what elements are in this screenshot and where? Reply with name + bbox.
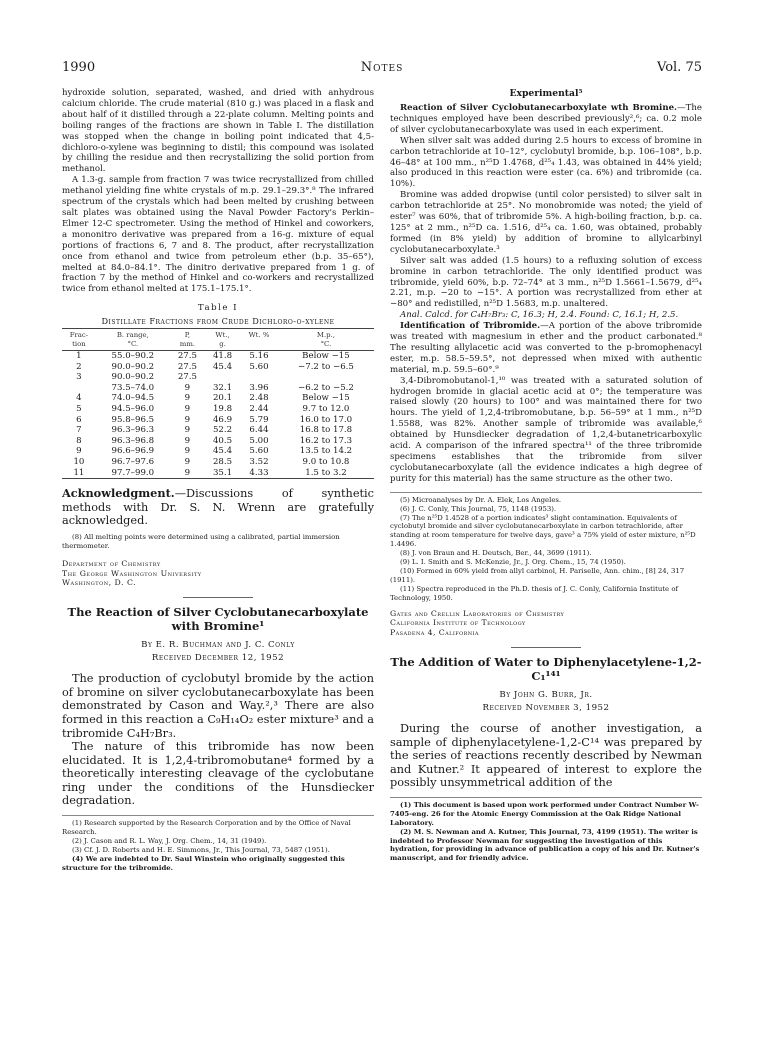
- table-cell: 5.60: [249, 361, 269, 372]
- footnote: (8) J. von Braun and H. Deutsch, Ber., 44, 3699 (1911).: [400, 549, 592, 558]
- analysis: Anal. Calcd. for C₄H₇Br₃: C, 16.3; H, 2.4. Found: C, 16.1; H, 2.5.: [400, 310, 679, 321]
- footnote: (7) The n²⁵D 1.4528 of a portion indicates³ slight contamination. Equivalents of cyclobutyl bromide and silver cyclobutanecarboxylate in carbon tetrachloride, after standing at room temperature for twelve days, gave³ a 75% yield of ester mixture, n²⁵D 1.4496.: [390, 513, 696, 549]
- table-cell: 52.2: [212, 425, 233, 436]
- right-column: [390, 88, 702, 863]
- table-subtitle: Distillate Fractions from Crude Dichloro-o-xylene: [101, 316, 335, 327]
- subsection-text: —The techniques employed have been described previously²,⁶; ca. 0.2 mole of silver cyclobutanecarboxylate was used in each experiment.: [390, 103, 702, 135]
- table-cell: 16.0 to 17.0: [299, 414, 353, 425]
- dept-line: The George Washington University: [62, 568, 202, 578]
- footnote: (2) J. Cason and R. L. Way, J. Org. Chem., 14, 31 (1949).: [72, 836, 267, 845]
- table-cell: 9: [184, 404, 191, 414]
- table-cell: 6.44: [249, 425, 269, 436]
- subsection-text: —A portion of the above tribromide was treated with magnesium in ether and the product carbonated.⁸ The resulting allylacetic acid was converted to the p-bromophenacyl ester, m.p. 58.5–59.5°, not depressed when mixed with authentic material, m.p. 59.5–60°.⁹: [390, 321, 702, 375]
- table-title: Table I: [197, 303, 239, 314]
- table-row: [62, 457, 374, 468]
- footnote: (2) M. S. Newman and A. Kutner, This Journal, 73, 4199 (1951). The writer is indebted to Professor Newman for suggesting the investigation of this hydration, for providing in advance of publication a copy of his and Dr. Kutner's manuscript, and for friendly advice.: [390, 827, 700, 863]
- body-paragraph: During the course of another investigation, a sample of diphenylacetylene-1,2-C¹⁴ was prepared by the series of reactions recently described by Newman and Kutner.² It appeared of interest to explore the possibly unsymmetrical addition of the: [390, 721, 702, 790]
- table-cell: 45.4: [212, 361, 233, 372]
- table-cell: 20.1: [212, 393, 233, 404]
- laboratory-address: [390, 609, 702, 638]
- table-header-cell: P, mm.: [170, 329, 205, 351]
- table-cell: 2.48: [249, 393, 269, 404]
- byline: By John G. Burr, Jr.: [499, 689, 593, 700]
- experimental-heading: Experimental⁵: [509, 88, 583, 99]
- table-row: [62, 425, 374, 436]
- table-row: [62, 351, 374, 362]
- table-cell: [278, 372, 374, 383]
- table-cell: 5.16: [249, 351, 269, 362]
- table-cell: 9.7 to 12.0: [302, 404, 350, 414]
- table-cell: Below −15: [302, 351, 350, 362]
- running-head: Notes: [360, 60, 404, 75]
- table-cell: [205, 372, 240, 383]
- table-cell: 2: [76, 361, 82, 372]
- dept-line: Department of Chemistry: [62, 558, 161, 568]
- acknowledgment-text: —Discussions of synthetic methods with Dr. S. N. Wrenn are gratefully acknowledged.: [62, 487, 374, 528]
- table-cell: 11: [62, 468, 96, 479]
- footnote-rule: [390, 492, 702, 493]
- section-divider: [511, 647, 581, 648]
- table-cell: 9: [184, 456, 191, 467]
- article-title: The Addition of Water to Diphenylacetylene-1,2-C₁¹⁴¹: [390, 654, 702, 683]
- footnote: (10) Formed in 60% yield from allyl carbinol, H. Pariselle, Ann. chim., [8] 24, 317 (1911).: [390, 566, 685, 584]
- table-cell: 46.9: [212, 414, 233, 425]
- table-cell: 2.44: [249, 404, 269, 414]
- subsection-reaction: [390, 103, 702, 136]
- article-title: The Reaction of Silver Cyclobutanecarboxylate with Bromine¹: [67, 605, 369, 634]
- page-header: [62, 60, 702, 78]
- table-cell: 9: [184, 382, 191, 393]
- subsection-label: Reaction of Silver Cyclobutanecarboxylate wth Bromine.: [400, 103, 678, 113]
- subsection-identification: [390, 321, 702, 376]
- table-cell: 45.4: [212, 446, 233, 457]
- table-row: [62, 415, 374, 426]
- lab-line: Pasadena 4, California: [390, 628, 479, 638]
- lab-line: California Institute of Technology: [390, 618, 526, 628]
- table-cell: 9: [184, 425, 191, 436]
- department-address: [62, 559, 374, 588]
- intro-paragraph: hydroxide solution, separated, washed, and dried with anhydrous calcium chloride. The crude material (810 g.) was placed in a flask and about half of it distilled through a 22-plate column. Melting points and boiling ranges of the fractions are shown in Table I. The distillation was stopped when the change in boiling point indicated that 4,5-dichloro-o-xylene was beginning to distil; this compound was isolated by chilling the residue and then recrystallizing the solid portion from methanol.: [62, 88, 374, 175]
- table-cell: 96.3–96.3: [111, 425, 155, 436]
- left-column: [62, 88, 374, 873]
- table-cell: 35.1: [205, 468, 240, 479]
- table-cell: 90.0–90.2: [111, 361, 155, 372]
- table-cell: 8: [76, 435, 82, 446]
- table-cell: 1: [76, 351, 82, 362]
- table-cell: 9: [184, 435, 191, 446]
- table-row: [62, 446, 374, 457]
- received-date: Received December 12, 1952: [151, 653, 285, 664]
- table-cell: 13.5 to 14.2: [299, 446, 353, 457]
- exp-paragraph: Bromine was added dropwise (until color persisted) to silver salt in carbon tetrachloride at 25°. No monobromide was noted; the yield of ester⁷ was 60%, that of tribromide 5%. A high-boiling fraction, b.p. ca. 125° at 2 mm., n²⁵D ca. 1.516, d²⁵₄ ca. 1.60, was obtained, probably formed (in 8% yield) by addition of bromine to allylcarbinyl cyclobutanecarboxylate.³: [390, 190, 702, 255]
- table-cell: 27.5: [177, 351, 197, 362]
- table-row: [62, 383, 374, 394]
- table-cell: 10: [73, 456, 85, 467]
- table-cell: 5.00: [249, 435, 269, 446]
- table-header-cell: Wt., g.: [205, 329, 240, 351]
- table-cell: 5: [76, 404, 82, 414]
- table-cell: 32.1: [212, 382, 233, 393]
- table-cell: 97.7–99.0: [96, 468, 170, 479]
- table-cell: 9: [184, 446, 191, 457]
- footnote-rule: [390, 797, 702, 798]
- table-header-cell: Wt. %: [240, 329, 278, 351]
- table-cell: [240, 372, 278, 383]
- table-cell: 4.33: [240, 468, 278, 479]
- volume-number: Vol. 75: [657, 60, 702, 75]
- table-cell: 7: [76, 425, 82, 436]
- table-row: [62, 404, 374, 415]
- table-row: [62, 436, 374, 447]
- table-cell: [62, 383, 96, 394]
- body-paragraph: The nature of this tribromide has now been elucidated. It is 1,2,4-tribromobutane⁴ formed by a theoretically interesting cleavage of the cyclobutane ring under the conditions of the Hunsdiecker degradation.: [62, 740, 374, 808]
- footnote: (5) Microanalyses by Dr. A. Elek, Los Angeles.: [400, 495, 562, 504]
- table-cell: 55.0–90.2: [111, 351, 155, 362]
- footnote: (4) We are indebted to Dr. Saul Winstein who originally suggested this structure for the tribromide.: [62, 854, 345, 872]
- table-cell: 1.5 to 3.2: [278, 468, 374, 479]
- lab-line: Gates and Crellin Laboratories of Chemistry: [390, 608, 565, 618]
- table-cell: −6.2 to −5.2: [298, 382, 354, 393]
- footnote: (11) Spectra reproduced in the Ph.D. thesis of J. C. Conly, California Institute of Technology, 1950.: [390, 584, 679, 602]
- table-cell: 3: [76, 372, 82, 383]
- table-cell: 96.3–96.8: [111, 435, 155, 446]
- table-cell: 4: [76, 393, 82, 404]
- exp-paragraph: Silver salt was added (1.5 hours) to a refluxing solution of excess bromine in carbon tetrachloride. The only identified product was tribromide, yield 60%, b.p. 72–74° at 3 mm., n²⁵D 1.5661–1.5679, d²⁵₄ 2.21, m.p. −20 to −15°. A portion was recrystallized from ether at −80° and redistilled, n²⁵D 1.5683, m.p. unaltered.: [390, 255, 702, 310]
- dept-line: Washington, D. C.: [62, 578, 137, 588]
- footnote: (6) J. C. Conly, This Journal, 75, 1148 (1953).: [400, 504, 557, 513]
- table-row: [62, 372, 374, 383]
- table-cell: 3.96: [249, 382, 269, 393]
- table-cell: 74.0–94.5: [111, 393, 155, 404]
- distillate-table: [62, 328, 374, 479]
- footnote: (9) L. I. Smith and S. McKenzie, Jr., J. Org. Chem., 15, 74 (1950).: [400, 558, 626, 567]
- table-cell: 96.7–97.6: [111, 456, 155, 467]
- subsection-label: Identification of Tribromide.: [400, 321, 541, 332]
- table-cell: 73.5–74.0: [111, 382, 155, 393]
- acknowledgment-label: Acknowledgment.: [62, 486, 175, 501]
- table-cell: −7.2 to −6.5: [298, 361, 354, 372]
- sample-paragraph: A 1.3-g. sample from fraction 7 was twice recrystallized from chilled methanol yielding fine white crystals of m.p. 29.1–29.3°.⁸ The infrared spectrum of the crystals which had been melted by crushing between salt plates was obtained using the Naval Powder Factory's Perkin–Elmer 12-C spectrometer. Using the method of Hinkel and coworkers, a mononitro derivative was prepared from a 16-g. mixture of equal portions of fractions 6, 7 and 8. The product, after recrystallization once from ethanol and twice from petroleum ether (b.p. 35–65°), melted at 84.0–84.1°. The dinitro derivative prepared from 1 g. of fraction 7 by the method of Hinkel and co-workers and recrystallized twice from ethanol melted at 175.1–175.1°.: [62, 175, 374, 295]
- footnote: (1) Research supported by the Research Corporation and by the Office of Naval Research.: [62, 819, 351, 836]
- table-cell: 19.8: [212, 404, 233, 414]
- footnote: (3) Cf. J. D. Roberts and H. E. Simmons, Jr., This Journal, 73, 5487 (1951).: [72, 845, 330, 854]
- table-cell: 41.8: [212, 351, 233, 362]
- table-cell: 27.5: [177, 361, 197, 372]
- table-row: [62, 393, 374, 404]
- table-body: [62, 351, 374, 479]
- exp-paragraph: When silver salt was added during 2.5 hours to excess of bromine in carbon tetrachloride at 10–12°, cyclobutyl bromide, b.p. 106–108°, b.p. 46–48° at 100 mm., n²⁵D 1.4768, d²⁵₄ 1.43, was obtained in 44% yield; also produced in this reaction were ester (ca. 6%) and tribromide (ca. 10%).: [390, 135, 702, 190]
- table-cell: 28.5: [212, 456, 233, 467]
- table-header-row: [62, 329, 374, 351]
- footnote-rule: [62, 815, 374, 816]
- table-header-cell: B. range, °C.: [96, 329, 170, 351]
- table-cell: 5.79: [249, 414, 269, 425]
- table-header-cell: M.p., °C.: [278, 329, 374, 351]
- acknowledgment: [62, 487, 374, 528]
- table-cell: 3.52: [249, 456, 269, 467]
- table-cell: 9: [184, 393, 191, 404]
- table-cell: 9: [76, 446, 82, 457]
- page-number: 1990: [62, 60, 96, 75]
- footnote: (1) This document is based upon work performed under Contract Number W-7405-eng. 26 for the Atomic Energy Commission at the Oak Ridge National Laboratory.: [390, 800, 699, 827]
- table-row: [62, 362, 374, 373]
- exp-paragraph: 3,4-Dibromobutanol-1,¹⁰ was treated with a saturated solution of hydrogen bromide in glacial acetic acid at 0°; the temperature was raised slowly (20 hours) to 100° and was maintained there for two hours. The yield of 1,2,4-tribromobutane, b.p. 56–59° at 1 mm., n²⁵D 1.5588, was 82%. Another sample of tribromide was available,⁶ obtained by Hunsdiecker degradation of 1,2,4-butanetricarboxylic acid. A comparison of the infrared spectra¹¹ of the three tribromide specimens establishes that the tribromide from silver cyclobutanecarboxylate (all the evidence indicates a high degree of purity for this material) has the same structure as the other two.: [390, 375, 702, 484]
- table-cell: 40.5: [212, 435, 233, 446]
- table-cell: 27.5: [177, 372, 197, 383]
- table-cell: 95.8–96.5: [111, 414, 155, 425]
- received-date: Received November 3, 1952: [482, 702, 610, 713]
- table-cell: 16.2 to 17.3: [299, 435, 353, 446]
- footnote-8: (8) All melting points were determined using a calibrated, partial immersion thermometer.: [62, 532, 340, 550]
- table-cell: 6: [76, 414, 82, 425]
- table-cell: 90.0–90.2: [111, 372, 155, 383]
- table-cell: Below −15: [302, 393, 350, 404]
- body-paragraph: The production of cyclobutyl bromide by the action of bromine on silver cyclobutanecarboxylate has been demonstrated by Cason and Way.²,³ There are also formed in this reaction a C₉H₁₄O₂ ester mixture³ and a tribromide C₄H₇Br₃.: [62, 672, 374, 740]
- table-cell: 94.5–96.0: [111, 404, 155, 414]
- section-divider: [183, 597, 253, 598]
- table-cell: 16.8 to 17.8: [299, 425, 353, 436]
- table-row: [62, 468, 374, 479]
- table-cell: 96.6–96.9: [111, 446, 155, 457]
- table-cell: 9.0 to 10.8: [302, 456, 350, 467]
- table-cell: 5.60: [249, 446, 269, 457]
- table-header-cell: Frac- tion: [62, 329, 96, 351]
- table-cell: 9: [170, 468, 205, 479]
- table-cell: 9: [184, 414, 191, 425]
- byline: By E. R. Buchman and J. C. Conly: [141, 640, 295, 651]
